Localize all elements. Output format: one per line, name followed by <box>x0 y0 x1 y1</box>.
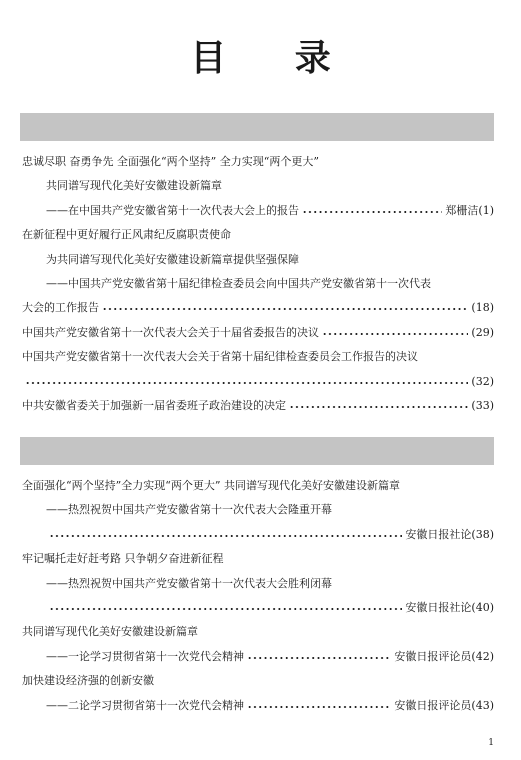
toc-entry-text: ——热烈祝贺中国共产党安徽省第十一次代表大会胜利闭幕 <box>46 577 332 590</box>
toc-entry-line[interactable] <box>46 251 494 269</box>
dot-leader <box>322 324 468 342</box>
toc-entry-line[interactable] <box>46 599 494 617</box>
toc-entry-line[interactable] <box>22 550 494 568</box>
toc-entry-line[interactable] <box>22 397 494 415</box>
toc-entry-text: 中国共产党安徽省第十一次代表大会关于省第十届纪律检查委员会工作报告的决议 <box>22 350 418 363</box>
section-band <box>20 113 494 141</box>
toc-entry-line[interactable] <box>46 275 494 293</box>
toc-entry-line[interactable] <box>46 177 494 195</box>
toc-entry-line[interactable] <box>22 153 494 171</box>
toc-entry-text: ——热烈祝贺中国共产党安徽省第十一次代表大会隆重开幕 <box>46 503 332 516</box>
toc-entry-text: ——二论学习贯彻省第十一次党代会精神 <box>46 699 244 712</box>
toc-entry-text: 加快建设经济强的创新安徽 <box>22 674 154 687</box>
page-title: 目 录 <box>190 37 359 79</box>
toc-entry-text: 共同谱写现代化美好安徽建设新篇章 <box>46 179 222 192</box>
dot-leader <box>102 299 468 317</box>
dot-leader <box>289 397 468 415</box>
toc-entry-line[interactable] <box>46 501 494 519</box>
toc-entry-author: 安徽日报社论 <box>405 601 472 614</box>
toc-entry-line[interactable] <box>46 202 494 220</box>
toc-entry-author: 安徽日报社论 <box>405 528 472 541</box>
toc-entry-page: (1) <box>478 204 494 217</box>
toc-entry-page: (40) <box>471 601 494 614</box>
toc-entry-text: ——中国共产党安徽省第十届纪律检查委员会向中国共产党安徽省第十一次代表 <box>46 277 431 290</box>
toc-entry-page: (43) <box>471 699 494 712</box>
toc-entry-author: 安徽日报评论员 <box>394 699 472 712</box>
dot-leader <box>25 373 468 391</box>
toc-entry-line[interactable] <box>46 697 494 715</box>
dot-leader <box>49 526 402 544</box>
toc-entry-text: 中共安徽省委关于加强新一届省委班子政治建设的决定 <box>22 399 286 412</box>
toc-entry-line[interactable] <box>46 575 494 593</box>
toc-entry-line[interactable] <box>22 226 494 244</box>
toc-entry-text: 共同谱写现代化美好安徽建设新篇章 <box>22 625 198 638</box>
toc-entry-line[interactable] <box>22 373 494 391</box>
dot-leader <box>302 202 442 220</box>
toc-entry-author: 郑栅洁 <box>445 204 479 217</box>
toc-entry-text: 在新征程中更好履行正风肃纪反腐职责使命 <box>22 228 231 241</box>
toc-entry-line[interactable] <box>22 477 494 495</box>
toc-entry-page: (33) <box>471 399 494 412</box>
toc-entry-line[interactable] <box>46 648 494 666</box>
toc-entry-line[interactable] <box>22 299 494 317</box>
toc-entry-line[interactable] <box>22 672 494 690</box>
toc-entry-text: ——在中国共产党安徽省第十一次代表大会上的报告 <box>46 204 299 217</box>
toc-entry-text: 为共同谱写现代化美好安徽建设新篇章提供坚强保障 <box>46 253 299 266</box>
toc-entry-text: 中国共产党安徽省第十一次代表大会关于十届省委报告的决议 <box>22 326 319 339</box>
toc-entry-text: 全面强化“两个坚持”全力实现“两个更大” 共同谱写现代化美好安徽建设新篇章 <box>22 479 400 492</box>
dot-leader <box>247 697 391 715</box>
toc-entry-text: 忠诚尽职 奋勇争先 全面强化“两个坚持” 全力实现“两个更大” <box>22 155 319 168</box>
toc-entry-text: 牢记嘱托走好赶考路 只争朝夕奋进新征程 <box>22 552 224 565</box>
toc-entry-author: 安徽日报评论员 <box>394 650 472 663</box>
toc-entry-page: (32) <box>471 375 494 388</box>
toc-entry-text: 大会的工作报告 <box>22 301 99 314</box>
page-number: 1 <box>488 738 494 748</box>
dot-leader <box>247 648 391 666</box>
toc-entry-text: ——一论学习贯彻省第十一次党代会精神 <box>46 650 244 663</box>
toc-entry-line[interactable] <box>22 348 494 366</box>
toc-entry-page: (38) <box>471 528 494 541</box>
section-band <box>20 437 494 465</box>
toc-entry-page: (42) <box>471 650 494 663</box>
toc-entry-line[interactable] <box>22 324 494 342</box>
toc-entry-line[interactable] <box>22 623 494 641</box>
toc-entry-page: (29) <box>471 326 494 339</box>
toc-entry-page: (18) <box>471 301 494 314</box>
dot-leader <box>49 599 402 617</box>
toc-entry-line[interactable] <box>46 526 494 544</box>
